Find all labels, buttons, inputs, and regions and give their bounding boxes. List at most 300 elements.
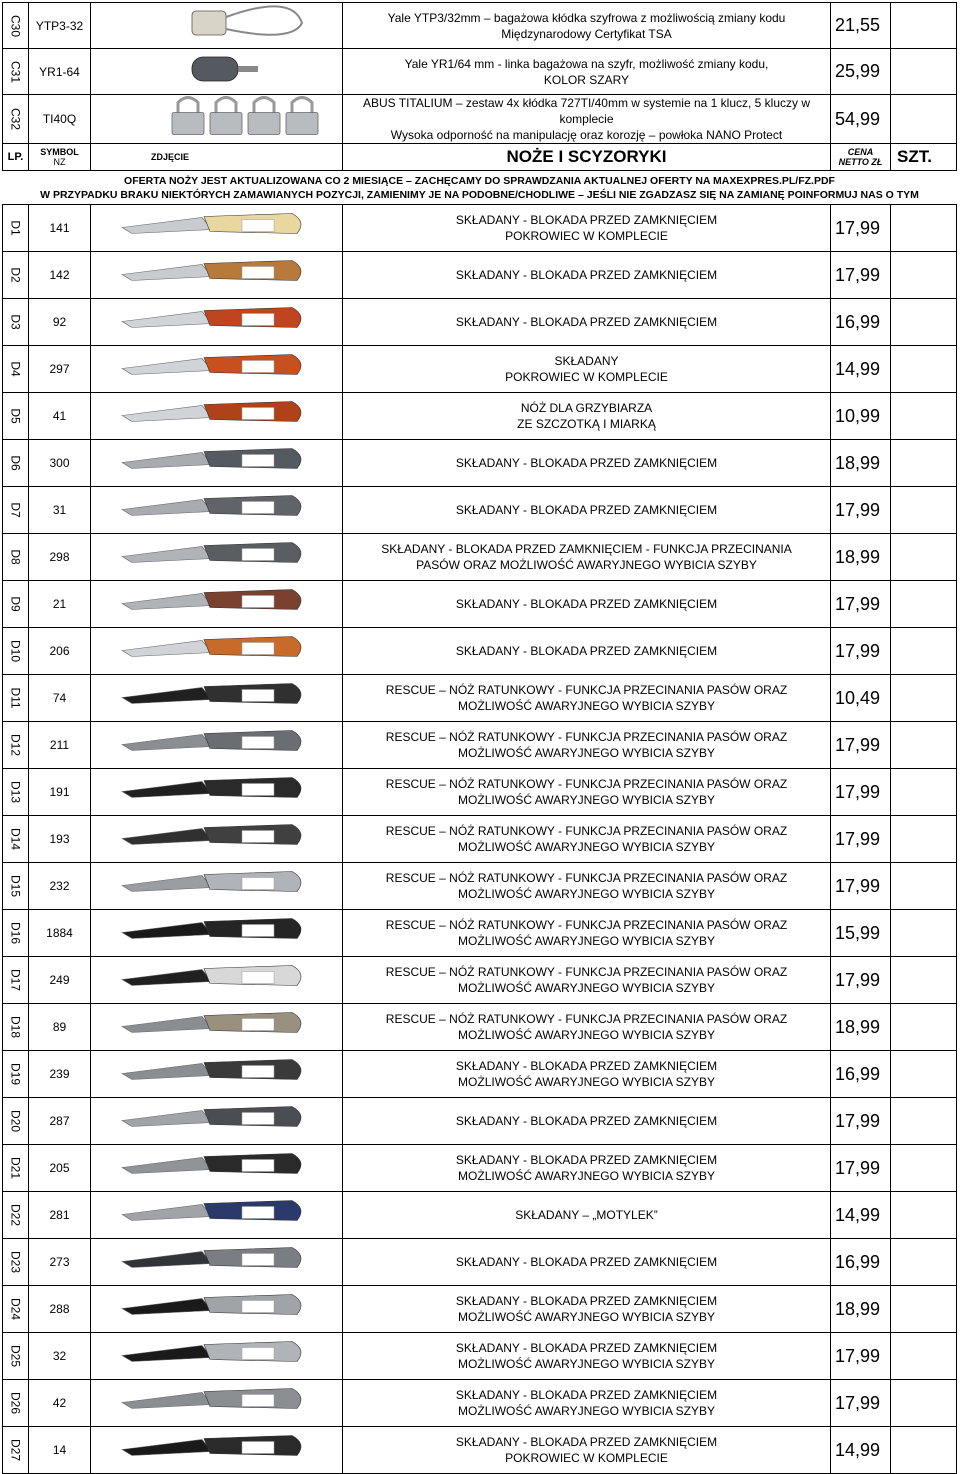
qty-input[interactable] xyxy=(891,1098,957,1145)
row-description xyxy=(343,1380,831,1427)
padlock-body xyxy=(172,113,204,135)
table-row xyxy=(3,534,957,581)
table-row xyxy=(3,487,957,534)
row-price: 18,99 xyxy=(831,534,891,581)
lp-label: D17 xyxy=(8,968,23,991)
row-symbol: TI40Q xyxy=(29,95,91,144)
knife-photo xyxy=(92,675,342,716)
description-line: MOŻLIWOŚĆ AWARYJNEGO WYBICIA SZYBY xyxy=(458,1028,715,1042)
row-photo xyxy=(91,252,343,299)
row-lp xyxy=(3,1427,29,1474)
qty-input[interactable] xyxy=(891,1380,957,1427)
qty-input[interactable] xyxy=(891,1286,957,1333)
knife-photo xyxy=(92,1145,342,1186)
row-symbol: 239 xyxy=(29,1051,91,1098)
lock-body xyxy=(192,11,226,35)
price-tag xyxy=(242,784,274,796)
qty-input[interactable] xyxy=(891,722,957,769)
row-description xyxy=(343,534,831,581)
lp-label: D9 xyxy=(8,596,23,612)
description-line: MOŻLIWOŚĆ AWARYJNEGO WYBICIA SZYBY xyxy=(458,1310,715,1324)
lp-label: D5 xyxy=(8,408,23,424)
price-tag xyxy=(242,361,274,373)
qty-input[interactable] xyxy=(891,1239,957,1286)
row-price: 17,99 xyxy=(831,628,891,675)
description-line: Yale YTP3/32mm – bagażowa kłódka szyfrowa z możliwością zmiany kodu xyxy=(387,10,786,25)
row-photo xyxy=(91,1333,343,1380)
row-price: 16,99 xyxy=(831,1239,891,1286)
qty-input[interactable] xyxy=(891,205,957,252)
row-symbol: 232 xyxy=(29,863,91,910)
knife-photo xyxy=(92,440,342,481)
lp-label: D16 xyxy=(8,921,23,944)
header-lp: LP. xyxy=(3,144,29,171)
price-tag xyxy=(242,972,274,984)
knife-photo xyxy=(92,910,342,951)
knife-photo xyxy=(92,1051,342,1092)
knife-photo xyxy=(92,863,342,904)
lock-cable xyxy=(238,66,258,72)
description-line: RESCUE – NÓŻ RATUNKOWY - FUNKCJA PRZECINANIA PASÓW ORAZ xyxy=(385,918,788,932)
row-photo xyxy=(91,1145,343,1192)
row-price: 14,99 xyxy=(831,346,891,393)
row-symbol: 193 xyxy=(29,816,91,863)
table-row xyxy=(3,393,957,440)
row-photo xyxy=(91,581,343,628)
row-lp xyxy=(3,252,29,299)
header-cena-label: CENA xyxy=(847,147,874,157)
table-row xyxy=(3,1145,957,1192)
row-symbol: 297 xyxy=(29,346,91,393)
lp-label: D12 xyxy=(8,733,23,756)
row-description xyxy=(343,1051,831,1098)
row-price: 17,99 xyxy=(831,1145,891,1192)
knife-photo xyxy=(92,722,342,763)
description-line: POKROWIEC W KOMPLECIE xyxy=(505,229,668,243)
notice-line-1: OFERTA NOŻY JEST AKTUALIZOWANA CO 2 MIESIĄCE – ZACHĘCAMY DO SPRAWDZANIA AKTUALNEJ OFERTY NA MAXEXPRES.PL/FZ.PDF xyxy=(124,174,835,187)
row-price: 17,99 xyxy=(831,1380,891,1427)
notice xyxy=(3,171,957,205)
padlock-shackle xyxy=(254,98,274,115)
lp-label: D7 xyxy=(8,502,23,518)
lp-label: D14 xyxy=(8,827,23,850)
knife-blade xyxy=(122,594,212,610)
qty-input[interactable] xyxy=(891,675,957,722)
row-description xyxy=(343,299,831,346)
qty-input[interactable] xyxy=(891,1192,957,1239)
row-photo xyxy=(91,1286,343,1333)
description-line: NÓŻ DLA GRZYBIARZA xyxy=(520,401,653,415)
row-symbol: 14 xyxy=(29,1427,91,1474)
row-symbol: 300 xyxy=(29,440,91,487)
row-photo xyxy=(91,3,343,49)
row-symbol: 31 xyxy=(29,487,91,534)
price-tag xyxy=(242,878,274,890)
knife-photo xyxy=(92,534,342,575)
knife-photo xyxy=(92,957,342,998)
lp-label: D27 xyxy=(8,1438,23,1461)
table-row xyxy=(3,95,957,144)
row-lp xyxy=(3,1286,29,1333)
row-lp xyxy=(3,49,29,95)
price-tag xyxy=(242,1113,274,1125)
row-description xyxy=(343,863,831,910)
row-photo xyxy=(91,1192,343,1239)
row-description xyxy=(343,252,831,299)
row-description xyxy=(343,49,831,95)
row-lp xyxy=(3,1333,29,1380)
row-description xyxy=(343,1333,831,1380)
row-symbol: 92 xyxy=(29,299,91,346)
qty-input[interactable] xyxy=(891,628,957,675)
table-row xyxy=(3,1333,957,1380)
price-tag xyxy=(242,267,274,279)
row-description xyxy=(343,675,831,722)
description-line: SKŁADANY xyxy=(554,354,619,368)
row-symbol: 281 xyxy=(29,1192,91,1239)
description-line: KOLOR SZARY xyxy=(543,72,630,87)
row-price: 17,99 xyxy=(831,1333,891,1380)
lp-label: D20 xyxy=(8,1109,23,1132)
row-price: 17,99 xyxy=(831,769,891,816)
qty-input[interactable] xyxy=(891,1004,957,1051)
description-line: SKŁADANY - BLOKADA PRZED ZAMKNIĘCIEM - FUNKCJA PRZECINANIA xyxy=(381,542,792,556)
row-lp xyxy=(3,816,29,863)
description-line: RESCUE – NÓŻ RATUNKOWY - FUNKCJA PRZECINANIA PASÓW ORAZ xyxy=(385,683,788,697)
row-price: 16,99 xyxy=(831,1051,891,1098)
knife-blade xyxy=(122,453,212,469)
row-photo xyxy=(91,487,343,534)
lp-label: D22 xyxy=(8,1203,23,1226)
row-price: 17,99 xyxy=(831,957,891,1004)
table-row xyxy=(3,957,957,1004)
product-table xyxy=(2,2,957,1474)
price-tag xyxy=(242,314,274,326)
description-line: SKŁADANY - BLOKADA PRZED ZAMKNIĘCIEM xyxy=(455,456,718,470)
description-line: RESCUE – NÓŻ RATUNKOWY - FUNKCJA PRZECINANIA PASÓW ORAZ xyxy=(385,1012,788,1026)
qty-input[interactable] xyxy=(891,1427,957,1474)
price-tag xyxy=(242,549,274,561)
table-row xyxy=(3,299,957,346)
lock-cable xyxy=(226,6,302,34)
description-line: MOŻLIWOŚĆ AWARYJNEGO WYBICIA SZYBY xyxy=(458,1075,715,1089)
row-symbol: 21 xyxy=(29,581,91,628)
row-description xyxy=(343,628,831,675)
price-tag xyxy=(242,1395,274,1407)
qty-input[interactable] xyxy=(891,769,957,816)
knife-photo xyxy=(92,769,342,810)
padlock-body xyxy=(248,113,280,135)
row-photo xyxy=(91,534,343,581)
header-nz-label: NZ xyxy=(53,157,66,167)
row-description xyxy=(343,1192,831,1239)
row-lp xyxy=(3,863,29,910)
row-symbol: 89 xyxy=(29,1004,91,1051)
row-photo xyxy=(91,675,343,722)
row-price: 17,99 xyxy=(831,722,891,769)
header-symbol xyxy=(29,144,91,171)
row-description xyxy=(343,346,831,393)
qty-input[interactable] xyxy=(891,299,957,346)
row-price: 17,99 xyxy=(831,863,891,910)
qty-input[interactable] xyxy=(891,581,957,628)
table-row xyxy=(3,346,957,393)
qty-input[interactable] xyxy=(891,393,957,440)
knife-photo xyxy=(92,205,342,246)
price-tag xyxy=(242,1254,274,1266)
price-tag xyxy=(242,455,274,467)
lp-label: D2 xyxy=(8,267,23,283)
row-description xyxy=(343,440,831,487)
price-tag xyxy=(242,1301,274,1313)
qty-input[interactable] xyxy=(891,252,957,299)
row-symbol: 206 xyxy=(29,628,91,675)
row-symbol: 273 xyxy=(29,1239,91,1286)
row-price: 18,99 xyxy=(831,1286,891,1333)
lp-label: D6 xyxy=(8,455,23,471)
header-qty: SZT. xyxy=(891,144,957,171)
row-description xyxy=(343,910,831,957)
description-line: SKŁADANY - BLOKADA PRZED ZAMKNIĘCIEM xyxy=(455,268,718,282)
lp-label: D23 xyxy=(8,1250,23,1273)
row-symbol: 41 xyxy=(29,393,91,440)
knife-photo xyxy=(92,1004,342,1045)
row-description xyxy=(343,1239,831,1286)
knife-blade xyxy=(122,500,212,516)
description-line: MOŻLIWOŚĆ AWARYJNEGO WYBICIA SZYBY xyxy=(458,793,715,807)
padlock-shackle xyxy=(216,98,236,115)
price-tag xyxy=(242,1019,274,1031)
description-line: SKŁADANY - BLOKADA PRZED ZAMKNIĘCIEM xyxy=(455,1388,718,1402)
price-tag xyxy=(242,408,274,420)
row-photo xyxy=(91,49,343,95)
lp-label: D26 xyxy=(8,1391,23,1414)
knife-blade xyxy=(122,688,212,704)
knife-blade xyxy=(122,1205,212,1221)
row-description xyxy=(343,722,831,769)
qty-input[interactable] xyxy=(891,1051,957,1098)
row-price: 17,99 xyxy=(831,816,891,863)
row-symbol: 74 xyxy=(29,675,91,722)
header-symbol-label: SYMBOL xyxy=(40,147,79,157)
row-photo xyxy=(91,346,343,393)
table-row xyxy=(3,769,957,816)
description-line: SKŁADANY - BLOKADA PRZED ZAMKNIĘCIEM xyxy=(455,1114,718,1128)
lp-label: D8 xyxy=(8,549,23,565)
row-description xyxy=(343,1427,831,1474)
table-row xyxy=(3,1427,957,1474)
row-description xyxy=(343,487,831,534)
description-line: RESCUE – NÓŻ RATUNKOWY - FUNKCJA PRZECINANIA PASÓW ORAZ xyxy=(385,730,788,744)
knife-blade xyxy=(122,923,212,939)
lp-label: D11 xyxy=(8,687,23,709)
knife-blade xyxy=(122,1158,212,1174)
description-line: Wysoka odporność na manipulację oraz korozję – powłoka NANO Protect xyxy=(390,128,783,142)
knife-photo xyxy=(92,628,342,669)
price-tag xyxy=(242,1066,274,1078)
price-tag xyxy=(242,1160,274,1172)
row-lp xyxy=(3,299,29,346)
row-photo xyxy=(91,205,343,252)
row-price: 25,99 xyxy=(831,49,891,95)
qty-input[interactable] xyxy=(891,1145,957,1192)
row-description xyxy=(343,3,831,49)
description-line: ZE SZCZOTKĄ I MIARKĄ xyxy=(517,417,656,431)
knife-blade xyxy=(122,829,212,845)
table-row xyxy=(3,910,957,957)
price-list xyxy=(2,2,956,1474)
knife-photo xyxy=(92,581,342,622)
row-lp xyxy=(3,1239,29,1286)
row-photo xyxy=(91,1239,343,1286)
price-tag xyxy=(242,220,274,232)
table-row xyxy=(3,1004,957,1051)
row-lp xyxy=(3,581,29,628)
price-tag xyxy=(242,831,274,843)
header-images: ZDJĘCIE xyxy=(91,144,343,171)
qty-input[interactable] xyxy=(891,910,957,957)
qty-input[interactable] xyxy=(891,3,957,49)
description-line: SKŁADANY - BLOKADA PRZED ZAMKNIĘCIEM xyxy=(455,213,718,227)
lock-photo xyxy=(92,96,342,137)
qty-input[interactable] xyxy=(891,95,957,144)
knife-photo xyxy=(92,1192,342,1233)
knife-blade xyxy=(122,735,212,751)
lock-body xyxy=(192,57,238,81)
row-description xyxy=(343,769,831,816)
section-title: NOŻE I SCYZORYKI xyxy=(343,144,831,171)
table-row xyxy=(3,1051,957,1098)
description-line: MOŻLIWOŚĆ AWARYJNEGO WYBICIA SZYBY xyxy=(458,981,715,995)
header-price xyxy=(831,144,891,171)
row-description xyxy=(343,1098,831,1145)
knife-blade xyxy=(122,359,212,375)
qty-input[interactable] xyxy=(891,346,957,393)
row-price: 54,99 xyxy=(831,95,891,144)
price-tag xyxy=(242,737,274,749)
qty-input[interactable] xyxy=(891,1333,957,1380)
row-price: 18,99 xyxy=(831,440,891,487)
table-row xyxy=(3,628,957,675)
lp-label: D13 xyxy=(8,780,23,803)
lp-label: D19 xyxy=(8,1062,23,1085)
row-price: 10,99 xyxy=(831,393,891,440)
row-symbol: 142 xyxy=(29,252,91,299)
row-photo xyxy=(91,1098,343,1145)
lp-label: D21 xyxy=(8,1156,23,1179)
qty-input[interactable] xyxy=(891,487,957,534)
knife-blade xyxy=(122,1440,212,1456)
row-photo xyxy=(91,769,343,816)
lp-label: D3 xyxy=(8,314,23,330)
lp-label: D4 xyxy=(8,361,23,377)
table-row xyxy=(3,863,957,910)
row-symbol: 211 xyxy=(29,722,91,769)
table-row xyxy=(3,252,957,299)
row-price: 17,99 xyxy=(831,1098,891,1145)
knife-photo xyxy=(92,252,342,293)
lp-label: D24 xyxy=(8,1297,23,1320)
row-lp xyxy=(3,1192,29,1239)
padlock-shackle xyxy=(292,98,312,115)
lp-label: C30 xyxy=(8,14,23,37)
row-photo xyxy=(91,628,343,675)
description-line: MOŻLIWOŚĆ AWARYJNEGO WYBICIA SZYBY xyxy=(458,1357,715,1371)
row-lp xyxy=(3,205,29,252)
lp-label: D1 xyxy=(8,220,23,236)
row-price: 16,99 xyxy=(831,299,891,346)
row-lp xyxy=(3,1051,29,1098)
knife-blade xyxy=(122,1252,212,1268)
table-row xyxy=(3,1286,957,1333)
row-symbol: YTP3-32 xyxy=(29,3,91,49)
qty-input[interactable] xyxy=(891,440,957,487)
row-symbol: 249 xyxy=(29,957,91,1004)
knife-photo xyxy=(92,1239,342,1280)
row-photo xyxy=(91,1051,343,1098)
row-price: 14,99 xyxy=(831,1427,891,1474)
row-lp xyxy=(3,1380,29,1427)
row-lp xyxy=(3,957,29,1004)
knife-blade xyxy=(122,1017,212,1033)
row-lp xyxy=(3,1145,29,1192)
row-description xyxy=(343,1286,831,1333)
qty-input[interactable] xyxy=(891,957,957,1004)
description-line: POKROWIEC W KOMPLECIE xyxy=(505,1451,668,1465)
table-row xyxy=(3,3,957,49)
knife-blade xyxy=(122,641,212,657)
knife-blade xyxy=(122,1064,212,1080)
description-line: MOŻLIWOŚĆ AWARYJNEGO WYBICIA SZYBY xyxy=(458,1404,715,1418)
qty-input[interactable] xyxy=(891,863,957,910)
row-photo xyxy=(91,1427,343,1474)
price-tag xyxy=(242,925,274,937)
row-lp xyxy=(3,910,29,957)
knife-blade xyxy=(122,218,212,234)
price-tag xyxy=(242,502,274,514)
row-symbol: 205 xyxy=(29,1145,91,1192)
description-line: ABUS TITALIUM – zestaw 4x kłódka 727TI/40mm w systemie na 1 klucz, 5 kluczy w komplecie xyxy=(362,96,811,126)
table-row xyxy=(3,581,957,628)
description-line: SKŁADANY – „MOTYLEK” xyxy=(515,1208,658,1222)
qty-input[interactable] xyxy=(891,534,957,581)
description-line: SKŁADANY - BLOKADA PRZED ZAMKNIĘCIEM xyxy=(455,597,718,611)
qty-input[interactable] xyxy=(891,816,957,863)
description-line: SKŁADANY - BLOKADA PRZED ZAMKNIĘCIEM xyxy=(455,1153,718,1167)
description-line: MOŻLIWOŚĆ AWARYJNEGO WYBICIA SZYBY xyxy=(458,934,715,948)
row-description xyxy=(343,816,831,863)
row-lp xyxy=(3,1004,29,1051)
padlock-body xyxy=(210,113,242,135)
qty-input[interactable] xyxy=(891,49,957,95)
description-line: Yale YR1/64 mm - linka bagażowa na szyfr, możliwość zmiany kodu, xyxy=(404,56,769,71)
row-photo xyxy=(91,1004,343,1051)
knife-blade xyxy=(122,265,212,281)
knife-photo xyxy=(92,1380,342,1421)
description-line: SKŁADANY - BLOKADA PRZED ZAMKNIĘCIEM xyxy=(455,315,718,329)
header-netto-label: NETTO ZŁ xyxy=(838,157,883,167)
row-lp xyxy=(3,440,29,487)
row-price: 15,99 xyxy=(831,910,891,957)
knife-photo xyxy=(92,1098,342,1139)
price-tag xyxy=(242,643,274,655)
table-row xyxy=(3,675,957,722)
row-description xyxy=(343,205,831,252)
row-description xyxy=(343,95,831,144)
row-symbol: 288 xyxy=(29,1286,91,1333)
knife-blade xyxy=(122,406,212,422)
row-price: 10,49 xyxy=(831,675,891,722)
